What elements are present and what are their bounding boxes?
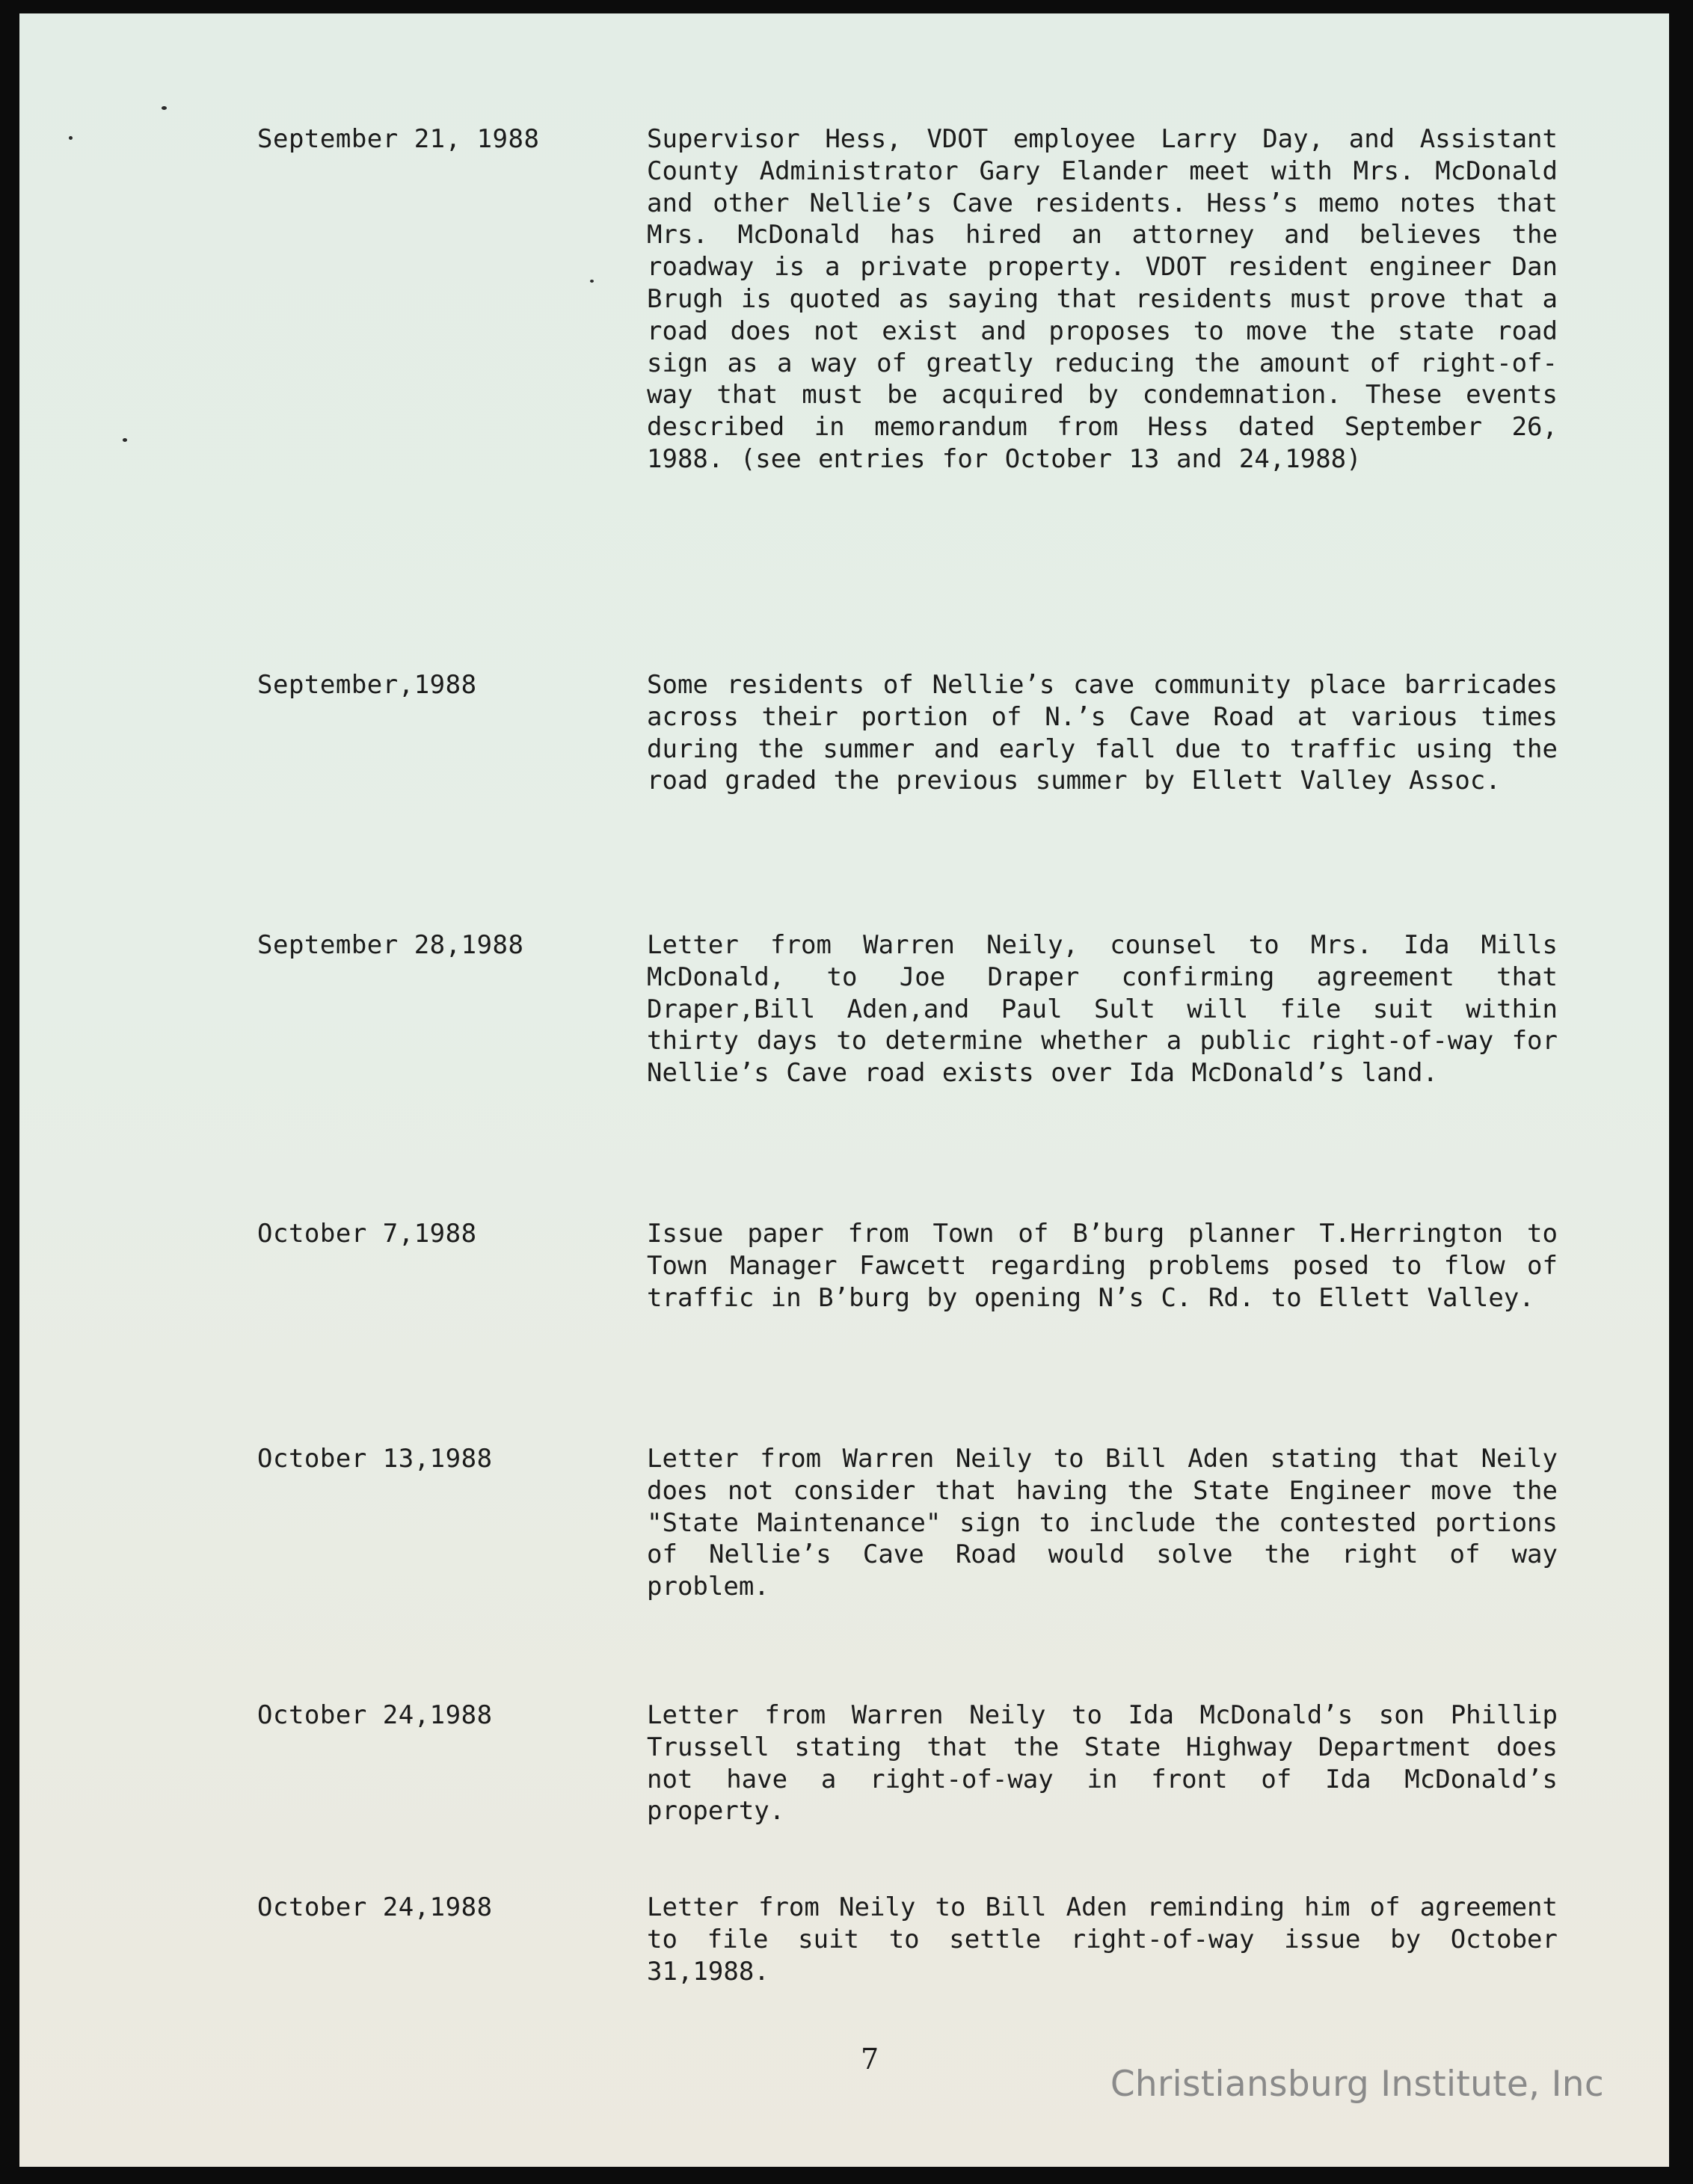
- entry-text: Letter from Warren Neily to Bill Aden stating that Neily does not consider that having the State Engineer move the "State Maintenance" sign to include the contested portions of Nellie’s Cave Road would solve the right of way problem.: [647, 1444, 1558, 1602]
- scan-speck: [162, 106, 167, 110]
- entry-text: Some residents of Nellie’s cave community place barricades across their portion of N.’s Cave Road at various times during the summer and early fall due to traffic using the road graded the previous summer by Ellett Valley Assoc.: [647, 670, 1558, 796]
- entry-date: October 24,1988: [257, 1700, 493, 1730]
- entry-text: Letter from Warren Neily to Ida McDonald’s son Phillip Trussell stating that the State Highway Department does not have a right-of-way in front of Ida McDonald’s property.: [647, 1700, 1558, 1827]
- scan-speck: [123, 438, 127, 442]
- entry-text: Letter from Warren Neily, counsel to Mrs. Ida Mills McDonald, to Joe Draper confirming agreement that Draper,Bill Aden,and Paul Sult will file suit within thirty days to determine whether a public right-of-way for Nellie’s Cave road exists over Ida McDonald’s land.: [647, 930, 1558, 1089]
- entry-date: September 21, 1988: [257, 124, 540, 154]
- entry-text: Issue paper from Town of B’burg planner T.Herrington to Town Manager Fawcett regarding problems posed to flow of traffic in B’burg by opening N’s C. Rd. to Ellett Valley.: [647, 1219, 1558, 1313]
- entry-date: September,1988: [257, 670, 477, 700]
- document-page: [19, 13, 1669, 2167]
- entry-date: September 28,1988: [257, 930, 524, 960]
- entry-text: Letter from Neily to Bill Aden reminding him of agreement to file suit to settle right-of-way issue by October 31,1988.: [647, 1892, 1558, 1987]
- entry-date: October 24,1988: [257, 1892, 493, 1922]
- archive-watermark: Christiansburg Institute, Inc: [1110, 2064, 1604, 2105]
- entry-text: Supervisor Hess, VDOT employee Larry Day, and Assistant County Administrator Gary Elander meet with Mrs. McDonald and other Nellie’s Cave residents. Hess’s memo notes that Mrs. McDonald has hired an attorney and believes the roadway is a private property. VDOT resident engineer Dan Brugh is quoted as saying that residents must prove that a road does not exist and proposes to move the state road sign as a way of greatly reducing the amount of right-of-way that must be acquired by condemnation. These events described in memorandum from Hess dated September 26, 1988. (see entries for October 13 and 24,1988): [647, 124, 1558, 474]
- page-number: 7: [861, 2043, 879, 2076]
- scan-speck: [69, 136, 73, 140]
- entry-date: October 13,1988: [257, 1444, 493, 1474]
- scan-speck: [590, 280, 594, 283]
- entry-date: October 7,1988: [257, 1219, 477, 1249]
